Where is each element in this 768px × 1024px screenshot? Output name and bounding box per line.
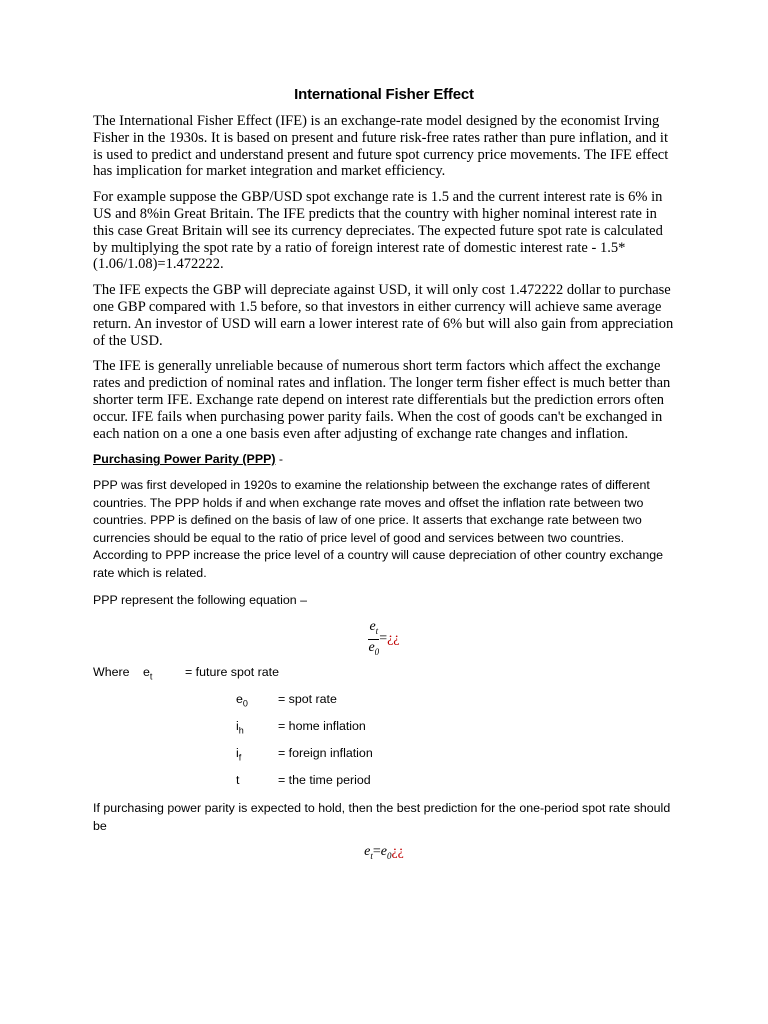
definition-row (93, 692, 675, 719)
definition-text: = the time period (278, 773, 371, 788)
paragraph-reliability: The IFE is generally unreliable because of numerous short term factors which affect the exchange rates and prediction of nominal rates and inflation. The longer term fisher effect is much better than shorter term IFE. Exchange rate depend on interest rate differentials but the prediction errors often occur. IFE fails when purchasing power parity fails. When the cost of goods can't be exchanged in each nation on a one a one basis even after adjusting of exchange rate changes and inflation. (93, 358, 671, 442)
numerator-sub: t (375, 625, 379, 636)
definition-symbol: $e_0$ (236, 692, 248, 709)
ppp-paragraph: PPP was first developed in 1920s to examine the relationship between the exchange rates of different countries. The PPP holds if and when exchange rate moves and offset the inflation rate between two countries. PPP is defined on the basis of law of one price. It asserts that exchange rate between two currencies should be equal to the ratio of price level of good and services between two countries. According to PPP increase the price level of a country will cause depreciation of other country exchange rate which is related. (93, 477, 664, 580)
definition-symbol: t (236, 773, 240, 788)
lhs-sub: t (370, 851, 373, 862)
document-page (93, 86, 675, 861)
equation-rhs (379, 631, 399, 647)
definition-text: = foreign inflation (278, 746, 373, 761)
paragraph-expectation: The IFE expects the GBP will depreciate against USD, it will only cost 1.472222 dollar to purchase one GBP compared with 1.5 before, so that investors in either currency will achieve same average return. An investor of USD will earn a lower interest rate of 6% but will also gain from appreciation of the USD. (93, 282, 674, 349)
definition-symbol: $i_f$ (236, 746, 242, 763)
denominator-var: e (368, 639, 375, 655)
paragraph-example: For example suppose the GBP/USD spot exchange rate is 1.5 and the current interest rate is 6% in US and 8%in Great Britain. The IFE predicts that the country with higher nominal interest rate in this case Great Britain will see its currency depreciates. The expected future spot rate is calculated by multiplying the spot rate by a ratio of foreign interest rate of domestic interest rate - 1.5*(1.06/1.08)=1.472222. (93, 189, 663, 273)
definition-symbol: $i_h$ (236, 719, 244, 736)
numerator-var: e (369, 619, 376, 635)
definition-row (93, 773, 675, 800)
prediction-paragraph: If purchasing power parity is expected to hold, then the best prediction for the one-period spot rate should be (93, 801, 671, 833)
paragraph-intro: The International Fisher Effect (IFE) is an exchange-rate model designed by the economist Irving Fisher in the 1930s. It is based on present and future risk-free rates rather than pure inflation, and it is used to predict and understand present and future spot currency price movements. The IFE effect has implication for market integration and market efficiency. (93, 113, 669, 180)
rhs-sub: 0 (386, 851, 392, 862)
equation-intro: PPP represent the following equation – (93, 592, 307, 607)
equation-error-glyph: ¿¿ (387, 631, 400, 647)
equation-fraction (368, 619, 379, 660)
prediction-equation (93, 844, 675, 861)
denominator-sub: 0 (374, 646, 380, 657)
ppp-heading-suffix: - (275, 452, 284, 467)
ppp-heading (93, 451, 675, 469)
rhs-var: e (380, 844, 387, 860)
document-title: International Fisher Effect (294, 86, 474, 103)
equals-sign: = (379, 631, 388, 647)
fraction-denominator (368, 640, 379, 660)
lhs-var: e (364, 844, 371, 860)
fraction-numerator (368, 619, 379, 640)
definition-row (93, 746, 675, 773)
definition-text: = home inflation (278, 719, 366, 734)
ppp-heading-text: Purchasing Power Parity (PPP) (93, 452, 276, 467)
definition-text: = future spot rate (185, 665, 280, 680)
definition-symbol: $e_t$ (143, 665, 153, 682)
where-label: Where (93, 665, 130, 680)
definition-row (93, 665, 675, 692)
definition-text: = spot rate (278, 692, 337, 707)
definition-row (93, 719, 675, 746)
ppp-equation (93, 619, 675, 657)
equals-sign: = (372, 844, 381, 860)
equation-error-glyph: ¿¿ (391, 844, 404, 860)
